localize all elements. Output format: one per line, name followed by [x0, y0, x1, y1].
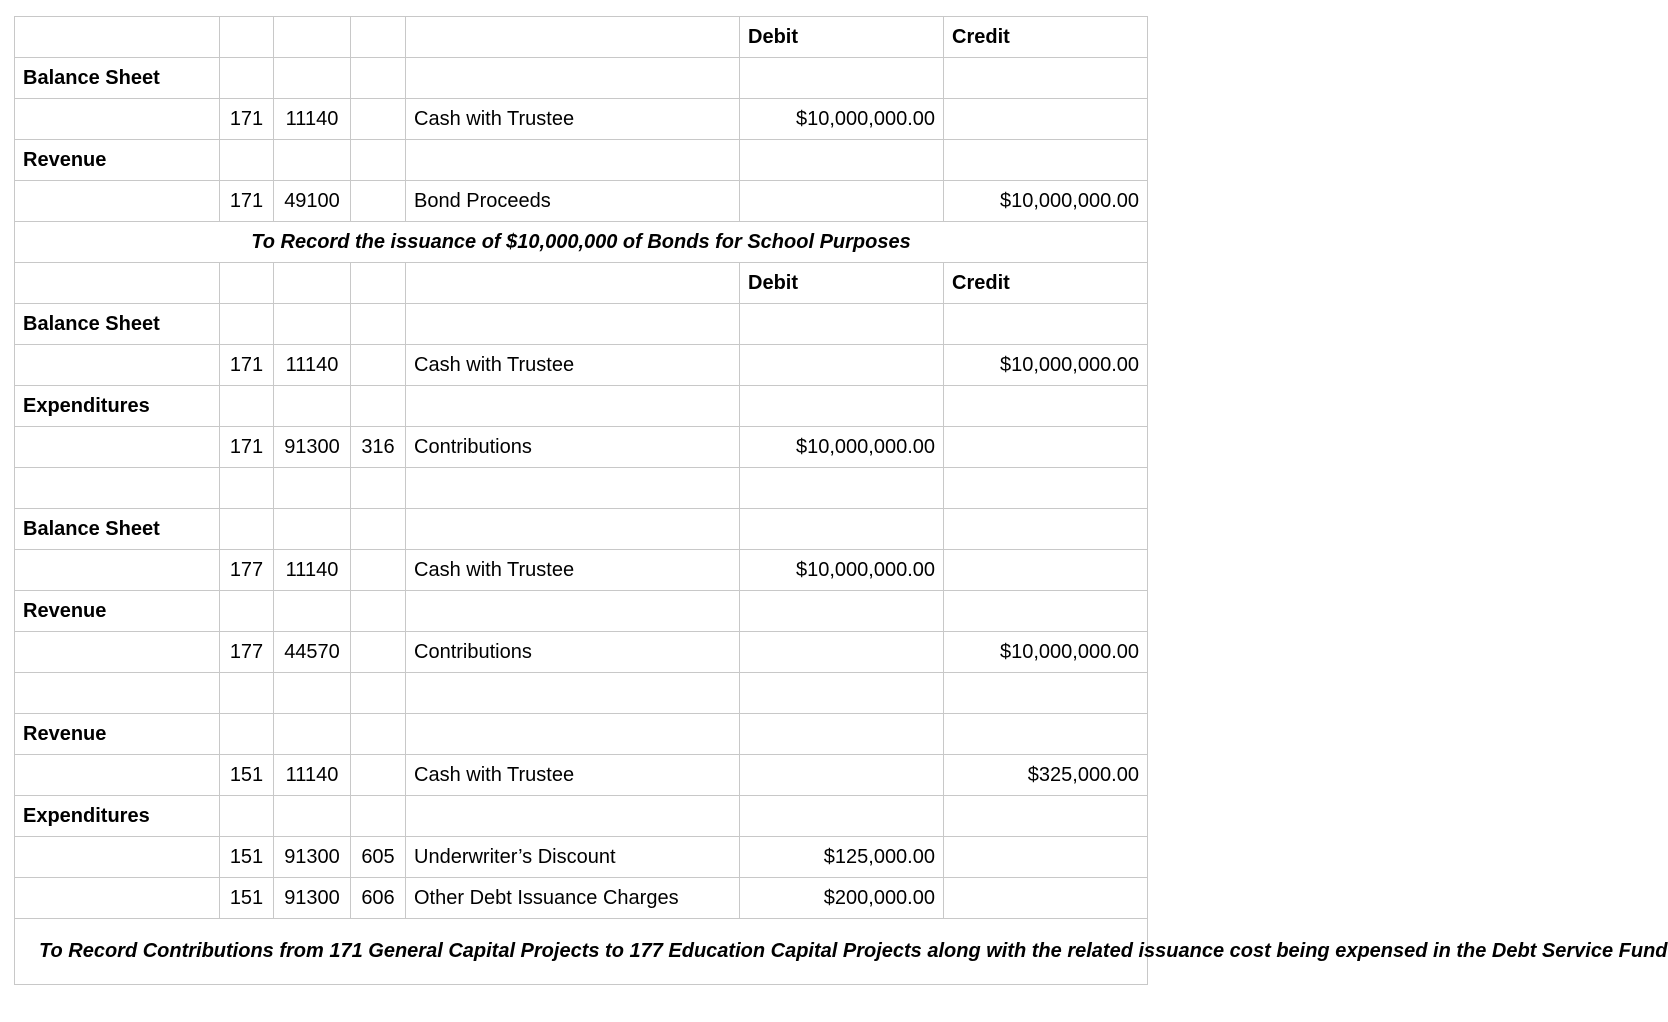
debit-header: Debit: [740, 263, 944, 304]
table-row: [15, 427, 1148, 468]
caption-row: [15, 919, 1148, 985]
section-row: [15, 140, 1148, 181]
table-row: [15, 632, 1148, 673]
debit-cell: $10,000,000.00: [740, 550, 944, 591]
section-title: Revenue: [15, 140, 220, 181]
sub-cell: [351, 99, 406, 140]
sub-cell: [351, 181, 406, 222]
sub-cell: [351, 550, 406, 591]
section-title: Expenditures: [15, 796, 220, 837]
table-row: [15, 837, 1148, 878]
section-title: Balance Sheet: [15, 304, 220, 345]
debit-cell: $125,000.00: [740, 837, 944, 878]
description-cell: Cash with Trustee: [406, 755, 740, 796]
fund-cell: 151: [220, 878, 274, 919]
debit-cell: [740, 345, 944, 386]
description-cell: Cash with Trustee: [406, 550, 740, 591]
credit-cell: [944, 99, 1148, 140]
credit-cell: $10,000,000.00: [944, 632, 1148, 673]
header-row: [15, 263, 1148, 304]
account-cell: 11140: [274, 345, 351, 386]
sub-cell: 606: [351, 878, 406, 919]
credit-cell: [944, 837, 1148, 878]
section-row: [15, 58, 1148, 99]
spacer-row: [15, 673, 1148, 714]
section-row: [15, 386, 1148, 427]
credit-cell: $10,000,000.00: [944, 345, 1148, 386]
credit-cell: [944, 550, 1148, 591]
entry-caption: To Record Contributions from 171 General Capital Projects to 177 Education Capital Projects along with the related issuance cost being expensed in the Debt Service Fund: [15, 919, 1148, 985]
fund-cell: 177: [220, 550, 274, 591]
description-cell: Contributions: [406, 632, 740, 673]
caption-row: [15, 222, 1148, 263]
table-row: [15, 345, 1148, 386]
debit-cell: $200,000.00: [740, 878, 944, 919]
section-row: [15, 714, 1148, 755]
account-cell: 44570: [274, 632, 351, 673]
section-row: [15, 304, 1148, 345]
credit-cell: [944, 878, 1148, 919]
description-cell: Underwriter’s Discount: [406, 837, 740, 878]
sub-cell: 605: [351, 837, 406, 878]
account-cell: 91300: [274, 427, 351, 468]
spacer-row: [15, 468, 1148, 509]
section-title: Revenue: [15, 591, 220, 632]
section-row: [15, 591, 1148, 632]
description-cell: Cash with Trustee: [406, 99, 740, 140]
section-row: [15, 796, 1148, 837]
fund-cell: 171: [220, 345, 274, 386]
table-row: [15, 878, 1148, 919]
debit-cell: $10,000,000.00: [740, 427, 944, 468]
section-title: Balance Sheet: [15, 58, 220, 99]
section-title: Revenue: [15, 714, 220, 755]
account-cell: 49100: [274, 181, 351, 222]
section-title: Expenditures: [15, 386, 220, 427]
debit-header: Debit: [740, 17, 944, 58]
sub-cell: [351, 632, 406, 673]
account-cell: 11140: [274, 550, 351, 591]
account-cell: 91300: [274, 837, 351, 878]
table-row: [15, 550, 1148, 591]
table-row: [15, 181, 1148, 222]
debit-cell: [740, 181, 944, 222]
fund-cell: 177: [220, 632, 274, 673]
credit-cell: $10,000,000.00: [944, 181, 1148, 222]
fund-cell: 151: [220, 837, 274, 878]
account-cell: 91300: [274, 878, 351, 919]
credit-header: Credit: [944, 263, 1148, 304]
entry2-body: [15, 304, 1148, 919]
header-row: [15, 17, 1148, 58]
credit-cell: [944, 427, 1148, 468]
account-cell: 11140: [274, 99, 351, 140]
credit-cell: $325,000.00: [944, 755, 1148, 796]
debit-cell: $10,000,000.00: [740, 99, 944, 140]
description-cell: Cash with Trustee: [406, 345, 740, 386]
section-title: Balance Sheet: [15, 509, 220, 550]
fund-cell: 171: [220, 99, 274, 140]
fund-cell: 171: [220, 181, 274, 222]
fund-cell: 171: [220, 427, 274, 468]
fund-cell: 151: [220, 755, 274, 796]
debit-cell: [740, 755, 944, 796]
table-row: [15, 755, 1148, 796]
entry-caption: To Record the issuance of $10,000,000 of Bonds for School Purposes: [15, 222, 1148, 263]
description-cell: Bond Proceeds: [406, 181, 740, 222]
credit-header: Credit: [944, 17, 1148, 58]
table-row: [15, 99, 1148, 140]
description-cell: Other Debt Issuance Charges: [406, 878, 740, 919]
account-cell: 11140: [274, 755, 351, 796]
sub-cell: [351, 755, 406, 796]
debit-cell: [740, 632, 944, 673]
journal-entries-table: [14, 16, 1668, 985]
section-row: [15, 509, 1148, 550]
sub-cell: 316: [351, 427, 406, 468]
description-cell: Contributions: [406, 427, 740, 468]
sub-cell: [351, 345, 406, 386]
